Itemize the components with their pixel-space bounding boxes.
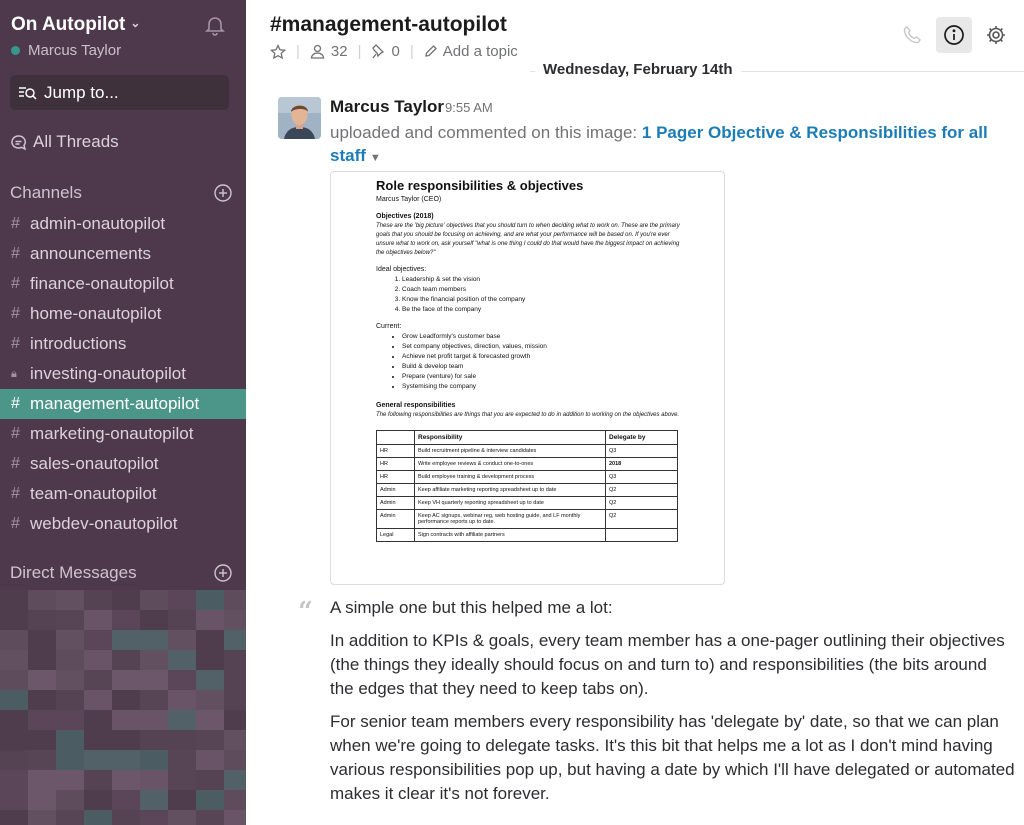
sidebar-channel-management-autopilot[interactable] <box>0 389 246 419</box>
sidebar-channel-label: admin-onautopilot <box>30 214 166 233</box>
sidebar-channel-investing-onautopilot[interactable] <box>0 359 246 389</box>
pixelated-block <box>28 750 56 770</box>
sidebar-channel-label: management-autopilot <box>30 394 200 413</box>
chevron-down-icon: ⌄ <box>130 16 141 30</box>
doc-responsibility-table <box>376 430 678 542</box>
pixelated-block <box>112 790 140 810</box>
pixelated-block <box>140 650 168 670</box>
pin-icon[interactable] <box>372 44 386 59</box>
add-dm-icon[interactable] <box>214 564 232 582</box>
message-timestamp[interactable]: 9:55 AM <box>445 100 493 115</box>
pixelated-block <box>28 610 56 630</box>
doc-table-cell: Q2 <box>606 497 678 510</box>
pixelated-block <box>84 590 112 610</box>
pixelated-block <box>0 730 28 750</box>
doc-title: Role responsibilities & objectives <box>376 178 584 193</box>
pixelated-block <box>168 730 196 750</box>
pixelated-block <box>84 630 112 650</box>
image-attachment[interactable] <box>330 171 725 585</box>
pixelated-block <box>224 770 246 790</box>
all-threads-label: All Threads <box>33 132 119 151</box>
pixelated-block <box>140 790 168 810</box>
doc-current-label: Current: <box>376 323 402 330</box>
doc-table-header: Delegate by <box>606 431 678 445</box>
date-divider <box>530 61 1024 81</box>
member-icon[interactable] <box>310 44 325 59</box>
pixelated-block <box>0 810 28 825</box>
pixelated-block <box>112 650 140 670</box>
user-presence[interactable] <box>11 42 121 59</box>
doc-table-cell: Build recruitment pipeline & interview candidates <box>415 445 606 458</box>
doc-ideal-item: 3. Know the financial position of the company <box>402 295 686 305</box>
message-body <box>330 596 1015 815</box>
pixelated-block <box>112 590 140 610</box>
pixelated-block <box>0 610 28 630</box>
pixelated-block <box>112 710 140 730</box>
doc-table-row <box>377 529 678 542</box>
caret-down-icon[interactable]: ▼ <box>369 152 381 164</box>
doc-table-row <box>377 458 678 471</box>
pixelated-block <box>84 710 112 730</box>
pixelated-block <box>140 670 168 690</box>
pixelated-block <box>56 610 84 630</box>
pixelated-block <box>196 590 224 610</box>
pixelated-block <box>56 670 84 690</box>
pixelated-block <box>196 770 224 790</box>
team-name: On Autopilot <box>11 14 126 35</box>
hash-icon: # <box>11 395 20 412</box>
doc-table-cell: Keep VH quarterly reporting spreadsheet up to date <box>415 497 606 510</box>
quote-icon: “ <box>298 597 313 627</box>
sidebar-channel-team-onautopilot[interactable] <box>0 479 246 509</box>
doc-table-cell: Legal <box>377 529 415 542</box>
doc-objectives-heading: Objectives (2018) <box>376 213 434 220</box>
member-count[interactable]: 32 <box>330 43 348 60</box>
call-button[interactable] <box>894 17 930 53</box>
doc-table-row <box>377 445 678 458</box>
pixelated-block <box>28 670 56 690</box>
doc-general-text: The following responsibilities are things that you are expected to do in addition to working on the objectives above. <box>376 412 680 418</box>
pixelated-block <box>196 690 224 710</box>
sidebar-channel-label: sales-onautopilot <box>30 454 159 473</box>
lock-icon: 🔒︎ <box>11 367 17 380</box>
pixelated-block <box>140 610 168 630</box>
doc-ideal-item: 1. Leadership & set the vision <box>402 275 686 285</box>
doc-current-item: • Grow Leadformly's customer base <box>402 332 686 342</box>
pixelated-block <box>56 730 84 750</box>
pixelated-block <box>0 650 28 670</box>
sidebar-channel-label: finance-onautopilot <box>30 274 174 293</box>
hash-icon: # <box>11 275 20 292</box>
doc-ideal-label: Ideal objectives: <box>376 266 427 273</box>
sidebar-channel-marketing-onautopilot[interactable] <box>0 419 246 449</box>
pixelated-block <box>196 610 224 630</box>
pixelated-block <box>168 710 196 730</box>
hash-icon: # <box>11 515 20 532</box>
doc-table-row <box>377 510 678 529</box>
pixelated-block <box>0 690 28 710</box>
pixelated-block <box>196 630 224 650</box>
phone-icon <box>902 25 922 45</box>
jump-to-label: Jump to... <box>44 82 119 102</box>
doc-table-cell: Sign contracts with affiliate partners <box>415 529 606 542</box>
sidebar-channel-label: home-onautopilot <box>30 304 162 323</box>
pixelated-block <box>224 670 246 690</box>
doc-table-cell: HR <box>377 445 415 458</box>
user-name: Marcus Taylor <box>28 42 122 59</box>
doc-ideal-list <box>402 275 686 315</box>
pixelated-block <box>168 610 196 630</box>
pixelated-block <box>168 750 196 770</box>
pixelated-block <box>196 650 224 670</box>
pixelated-block <box>56 710 84 730</box>
pixelated-block <box>224 630 246 650</box>
sidebar-channel-webdev-onautopilot[interactable] <box>0 509 246 539</box>
message-author[interactable]: Marcus Taylor <box>330 97 445 116</box>
pixelated-block <box>0 750 28 770</box>
info-icon <box>943 24 965 46</box>
doc-table-cell: HR <box>377 458 415 471</box>
doc-table-cell: HR <box>377 471 415 484</box>
doc-table-row <box>377 484 678 497</box>
pixelated-block <box>84 610 112 630</box>
pixelated-block <box>224 750 246 770</box>
message-paragraph: For senior team members every responsibility has 'delegate by' date, so that we can plan when we're going to delegate tasks. It's this bit that helps me a lot as I don't mind having various responsibilities pop up, but having a date by which I'll have delegated or automated makes it clear it's not forever. <box>330 712 1015 803</box>
settings-button[interactable] <box>978 17 1014 53</box>
pixelated-block <box>84 650 112 670</box>
pixelated-block <box>112 670 140 690</box>
pixelated-block <box>28 630 56 650</box>
pixelated-block <box>224 610 246 630</box>
doc-subtitle: Marcus Taylor (CEO) <box>376 196 442 203</box>
doc-table-cell: Q3 <box>606 471 678 484</box>
pixelated-block <box>224 730 246 750</box>
pixelated-block <box>168 650 196 670</box>
message-paragraph: A simple one but this helped me a lot: <box>330 598 613 617</box>
doc-table-cell: Admin <box>377 510 415 529</box>
divider: | <box>409 43 414 60</box>
doc-objectives-text: These are the 'big picture' objectives that you should turn to when deciding what to work on. These are the primary goals that you should be focusing on achieving, and are what your performance will be based on. If you're ever unsure what to work on, ask yourself "what is one thing I could do that would have the biggest impact on achieving the objectives below?" <box>376 223 680 256</box>
upload-prefix: uploaded and commented on this image: <box>330 123 638 142</box>
pixelated-block <box>196 790 224 810</box>
doc-table-cell: Keep AC signups, webinar reg, web hosting guide, and LF monthly performance reports up to date. <box>415 510 606 529</box>
threads-icon <box>10 134 27 151</box>
sidebar-channel-home-onautopilot[interactable] <box>0 299 246 329</box>
sidebar-channel-finance-onautopilot[interactable] <box>0 269 246 299</box>
doc-table-cell: Q2 <box>606 484 678 497</box>
pixelated-block <box>140 750 168 770</box>
pinned-count[interactable]: 0 <box>391 43 400 60</box>
doc-table-cell: Keep affiliate marketing reporting spreadsheet up to date <box>415 484 606 497</box>
doc-current-list <box>402 332 686 392</box>
doc-table-cell: Q3 <box>606 445 678 458</box>
pixelated-block <box>56 770 84 790</box>
sidebar-channel-announcements[interactable] <box>0 239 246 269</box>
pixelated-block <box>56 690 84 710</box>
pixelated-block <box>140 710 168 730</box>
date-divider-label: Wednesday, February 14th <box>535 61 741 78</box>
header-actions <box>894 17 1014 53</box>
pixelated-block <box>56 750 84 770</box>
pixelated-block <box>112 630 140 650</box>
doc-table-row <box>377 497 678 510</box>
pixelated-block <box>140 730 168 750</box>
pixelated-block <box>84 670 112 690</box>
doc-table-cell: Build employee training & development process <box>415 471 606 484</box>
hash-icon: # <box>11 305 20 322</box>
pixelated-block <box>84 690 112 710</box>
doc-table-header: Responsibility <box>415 431 606 445</box>
pixelated-block <box>84 770 112 790</box>
pixelated-block <box>140 770 168 790</box>
pixelated-block <box>168 590 196 610</box>
pixelated-block <box>56 810 84 825</box>
dm-header-label: Direct Messages <box>10 563 137 582</box>
sidebar-channel-label: announcements <box>30 244 151 263</box>
divider: | <box>357 43 362 60</box>
sidebar-channel-sales-onautopilot[interactable] <box>0 449 246 479</box>
hash-icon: # <box>11 455 20 472</box>
pixelated-block <box>140 810 168 825</box>
channel-meta <box>270 43 518 60</box>
pixelated-block <box>56 650 84 670</box>
doc-table-cell <box>606 529 678 542</box>
pixelated-block <box>28 650 56 670</box>
file-name-link[interactable]: 1 Pager Objective & Responsibilities for all staff <box>330 123 988 165</box>
direct-messages-section-header[interactable] <box>10 563 232 583</box>
pixelated-block <box>196 810 224 825</box>
divider: | <box>296 43 300 60</box>
gear-icon <box>985 24 1007 46</box>
sidebar-channel-label: team-onautopilot <box>30 484 157 503</box>
doc-table-cell: 2018 <box>606 458 678 471</box>
doc-current-item: • Systemising the company <box>402 382 686 392</box>
pixelated-block <box>112 690 140 710</box>
doc-table-row <box>377 471 678 484</box>
doc-table-cell: Q2 <box>606 510 678 529</box>
pixelated-block <box>168 770 196 790</box>
pixelated-block <box>224 790 246 810</box>
pixelated-block <box>0 590 28 610</box>
sidebar <box>0 0 246 825</box>
pixelated-block <box>28 770 56 790</box>
sidebar-channel-label: marketing-onautopilot <box>30 424 194 443</box>
pixelated-block <box>84 810 112 825</box>
sidebar-channel-introductions[interactable] <box>0 329 246 359</box>
doc-current-item: • Set company objectives, direction, values, mission <box>402 342 686 352</box>
pixelated-block <box>168 790 196 810</box>
pixelated-block <box>0 770 28 790</box>
hash-icon: # <box>11 425 20 442</box>
hash-icon: # <box>11 215 20 232</box>
channel-list <box>0 209 246 539</box>
doc-current-item: • Prepare (venture) for sale <box>402 372 686 382</box>
jump-to-icon <box>18 85 38 101</box>
sidebar-channel-label: webdev-onautopilot <box>30 514 178 533</box>
message-paragraph: In addition to KPIs & goals, every team member has a one-pager outlining their objectives (the things they ideally should focus on and turn to) and responsibilities (the bits around the edges that they need to keep tabs on). <box>330 631 1005 698</box>
pixelated-block <box>0 670 28 690</box>
pixelated-block <box>140 630 168 650</box>
bell-icon[interactable] <box>204 14 226 36</box>
sidebar-channel-label: investing-onautopilot <box>30 364 186 383</box>
pixelated-block <box>112 610 140 630</box>
doc-ideal-item: 2. Coach team members <box>402 285 686 295</box>
doc-table-header <box>377 431 415 445</box>
pixelated-block <box>28 810 56 825</box>
pencil-icon[interactable] <box>424 45 437 58</box>
pixelated-block <box>0 710 28 730</box>
pixelated-block <box>224 590 246 610</box>
channel-title[interactable]: #management-autopilot <box>270 13 507 36</box>
add-channel-icon[interactable] <box>214 184 232 202</box>
pixelated-block <box>196 710 224 730</box>
doc-current-item: • Build & develop team <box>402 362 686 372</box>
pixelated-block <box>28 690 56 710</box>
pixelated-block <box>28 590 56 610</box>
pixelated-block <box>168 810 196 825</box>
doc-table-cell: Admin <box>377 497 415 510</box>
pixelated-block <box>224 810 246 825</box>
pixelated-block <box>56 790 84 810</box>
upload-description <box>330 121 990 170</box>
jump-to-button[interactable] <box>10 75 229 110</box>
pixelated-block <box>196 670 224 690</box>
pixelated-block <box>56 630 84 650</box>
pixelated-block <box>224 650 246 670</box>
pixelated-block <box>168 670 196 690</box>
pixelated-block <box>224 710 246 730</box>
pixelated-block <box>112 730 140 750</box>
channel-details-button[interactable] <box>936 17 972 53</box>
pixelated-block <box>140 690 168 710</box>
hash-icon: # <box>11 245 20 262</box>
pixelated-block <box>0 790 28 810</box>
pixelated-block <box>196 730 224 750</box>
doc-current-item: • Achieve net profit target & forecasted growth <box>402 352 686 362</box>
all-threads-link[interactable] <box>10 132 119 152</box>
sidebar-channel-label: introductions <box>30 334 127 353</box>
pixelated-block <box>84 790 112 810</box>
doc-general-heading: General responsibilities <box>376 402 456 409</box>
doc-table-cell: Write employee reviews & conduct one-to-ones <box>415 458 606 471</box>
avatar[interactable] <box>278 97 321 139</box>
pixelated-block <box>84 750 112 770</box>
doc-table-cell: Admin <box>377 484 415 497</box>
pixelated-block <box>112 770 140 790</box>
pixelated-block <box>168 690 196 710</box>
pixelated-block <box>28 730 56 750</box>
pixelated-block <box>196 750 224 770</box>
channels-section-header[interactable] <box>10 183 232 203</box>
pixelated-block <box>112 810 140 825</box>
pixelated-block <box>112 750 140 770</box>
pixelated-block <box>0 630 28 650</box>
direct-messages-pixelated-list <box>0 590 246 825</box>
pixelated-block <box>140 590 168 610</box>
add-topic-link[interactable]: Add a topic <box>442 43 518 60</box>
sidebar-channel-admin-onautopilot[interactable] <box>0 209 246 239</box>
pixelated-block <box>56 590 84 610</box>
doc-ideal-item: 4. Be the face of the company <box>402 305 686 315</box>
pixelated-block <box>224 690 246 710</box>
pixelated-block <box>168 630 196 650</box>
presence-dot-icon <box>11 46 20 55</box>
document-preview <box>376 178 686 542</box>
team-name-menu[interactable] <box>11 14 140 36</box>
pixelated-block <box>84 730 112 750</box>
pixelated-block <box>28 790 56 810</box>
channels-header-label: Channels <box>10 183 82 202</box>
hash-icon: # <box>11 485 20 502</box>
hash-icon: # <box>11 335 20 352</box>
star-icon[interactable] <box>270 44 286 60</box>
pixelated-block <box>28 710 56 730</box>
